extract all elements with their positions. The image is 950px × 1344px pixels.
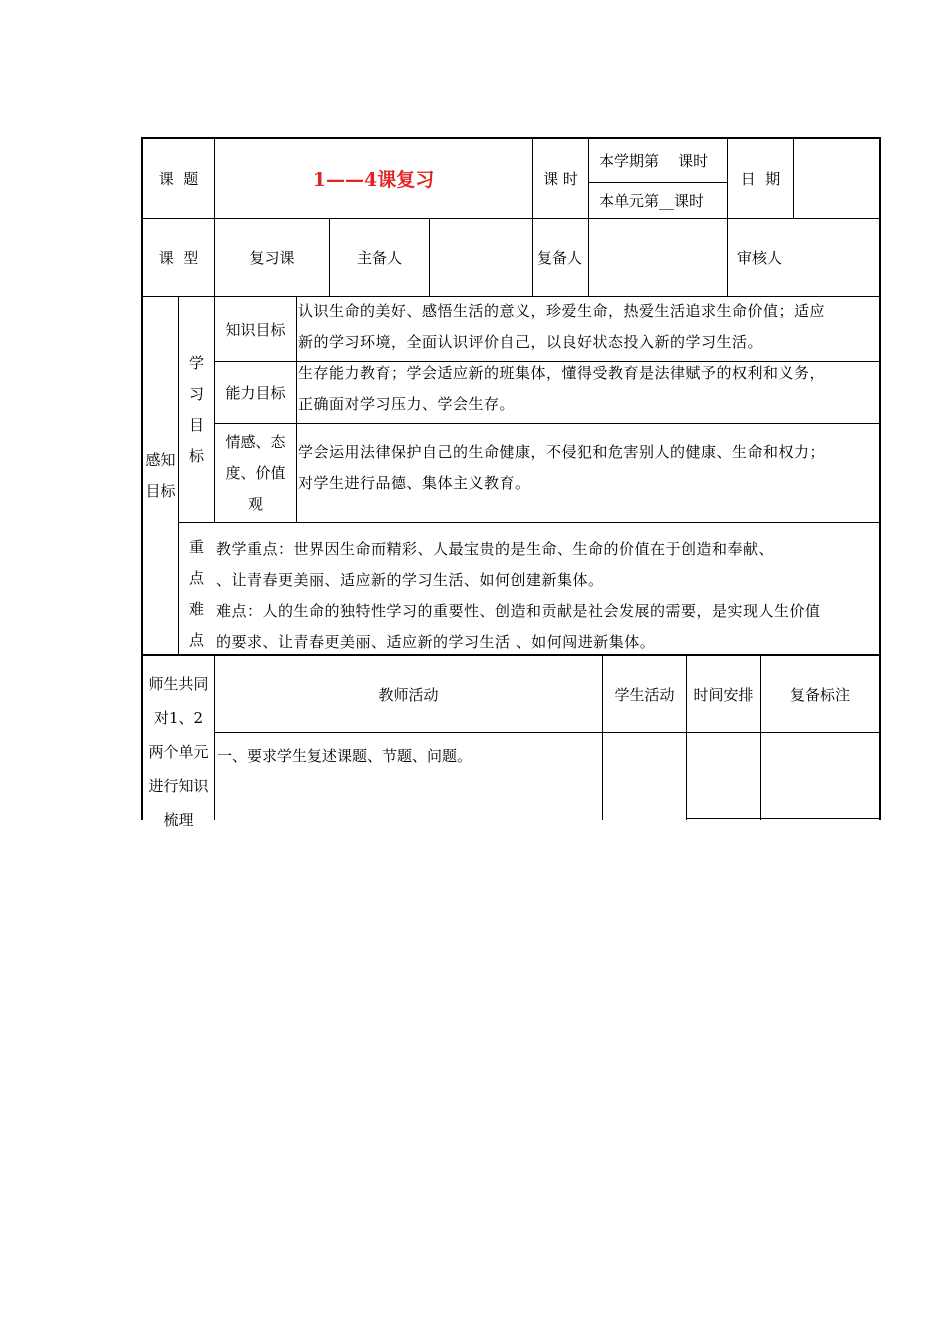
review-notes-header: 复备标注	[789, 685, 850, 704]
lead-preparer-label: 主备人	[356, 249, 402, 267]
semester-period: 本学期第 课时	[599, 152, 709, 170]
knowledge-review-label: 师生共同 对1、2 两个单元 进行知识 梳理	[148, 675, 209, 829]
lead-preparer-value	[430, 219, 532, 296]
knowledge-goal-label: 知识目标	[225, 320, 286, 339]
co-preparer-label: 复备人	[537, 249, 583, 267]
perception-goals-label: 感知 目标	[145, 450, 176, 500]
date-value	[794, 139, 879, 218]
unit-period: 本单元第__课时	[599, 192, 705, 210]
time-arrangement-cell	[687, 733, 760, 818]
ability-goal-label: 能力目标	[225, 384, 286, 402]
topic-label: 课 题	[158, 170, 199, 188]
co-preparer-value	[589, 219, 727, 296]
key-points-text: 教学重点：世界因生命而精彩、人最宝贵的是生命、生命的价值在于创造和奉献、 、让青春更美丽、适应新的学习生活、如何创建新集体。 难点：人的生命的独特性学习的重要性、创造和贡献是社会发展的需要，是实现人生价值 的要求、让青春更美丽、适应新的学习生活 、如何闯进新集体。	[216, 540, 821, 651]
student-activity-cell	[603, 733, 686, 818]
date-label: 日 期	[740, 170, 781, 188]
key-points-label: 重 点 难 点	[188, 537, 204, 649]
student-activity-header: 学生活动	[614, 685, 675, 704]
period-label: 课 时	[543, 170, 578, 188]
emotion-goal-label: 情感、态 度、价值 观	[225, 432, 286, 513]
teacher-activity-item: 一、要求学生复述课题、节题、问题。	[217, 747, 473, 765]
reviewer-label: 审核人	[737, 249, 783, 267]
teacher-activity-header: 教师活动	[378, 685, 439, 704]
type-value: 复习课	[249, 249, 295, 267]
learning-goals-label: 学 习 目 标	[188, 354, 204, 465]
knowledge-goal-text: 认识生命的美好、感悟生活的意义，珍爱生命，热爱生活追求生命价值；适应 新的学习环境，全面认识评价自己，以良好状态投入新的学习生活。	[298, 302, 826, 351]
type-label: 课 型	[158, 249, 199, 267]
lesson-title: 1——4课复习	[312, 169, 435, 191]
ability-goal-text: 生存能力教育；学会适应新的班集体，懂得受教育是法律赋予的权利和义务， 正确面对学习压力、学会生存。	[298, 364, 826, 413]
emotion-goal-text: 学会运用法律保护自己的生命健康，不侵犯和危害别人的健康、生命和权力； 对学生进行品德、集体主义教育。	[298, 443, 826, 492]
time-arrangement-header: 时间安排	[693, 685, 754, 704]
review-notes-cell	[761, 733, 879, 818]
